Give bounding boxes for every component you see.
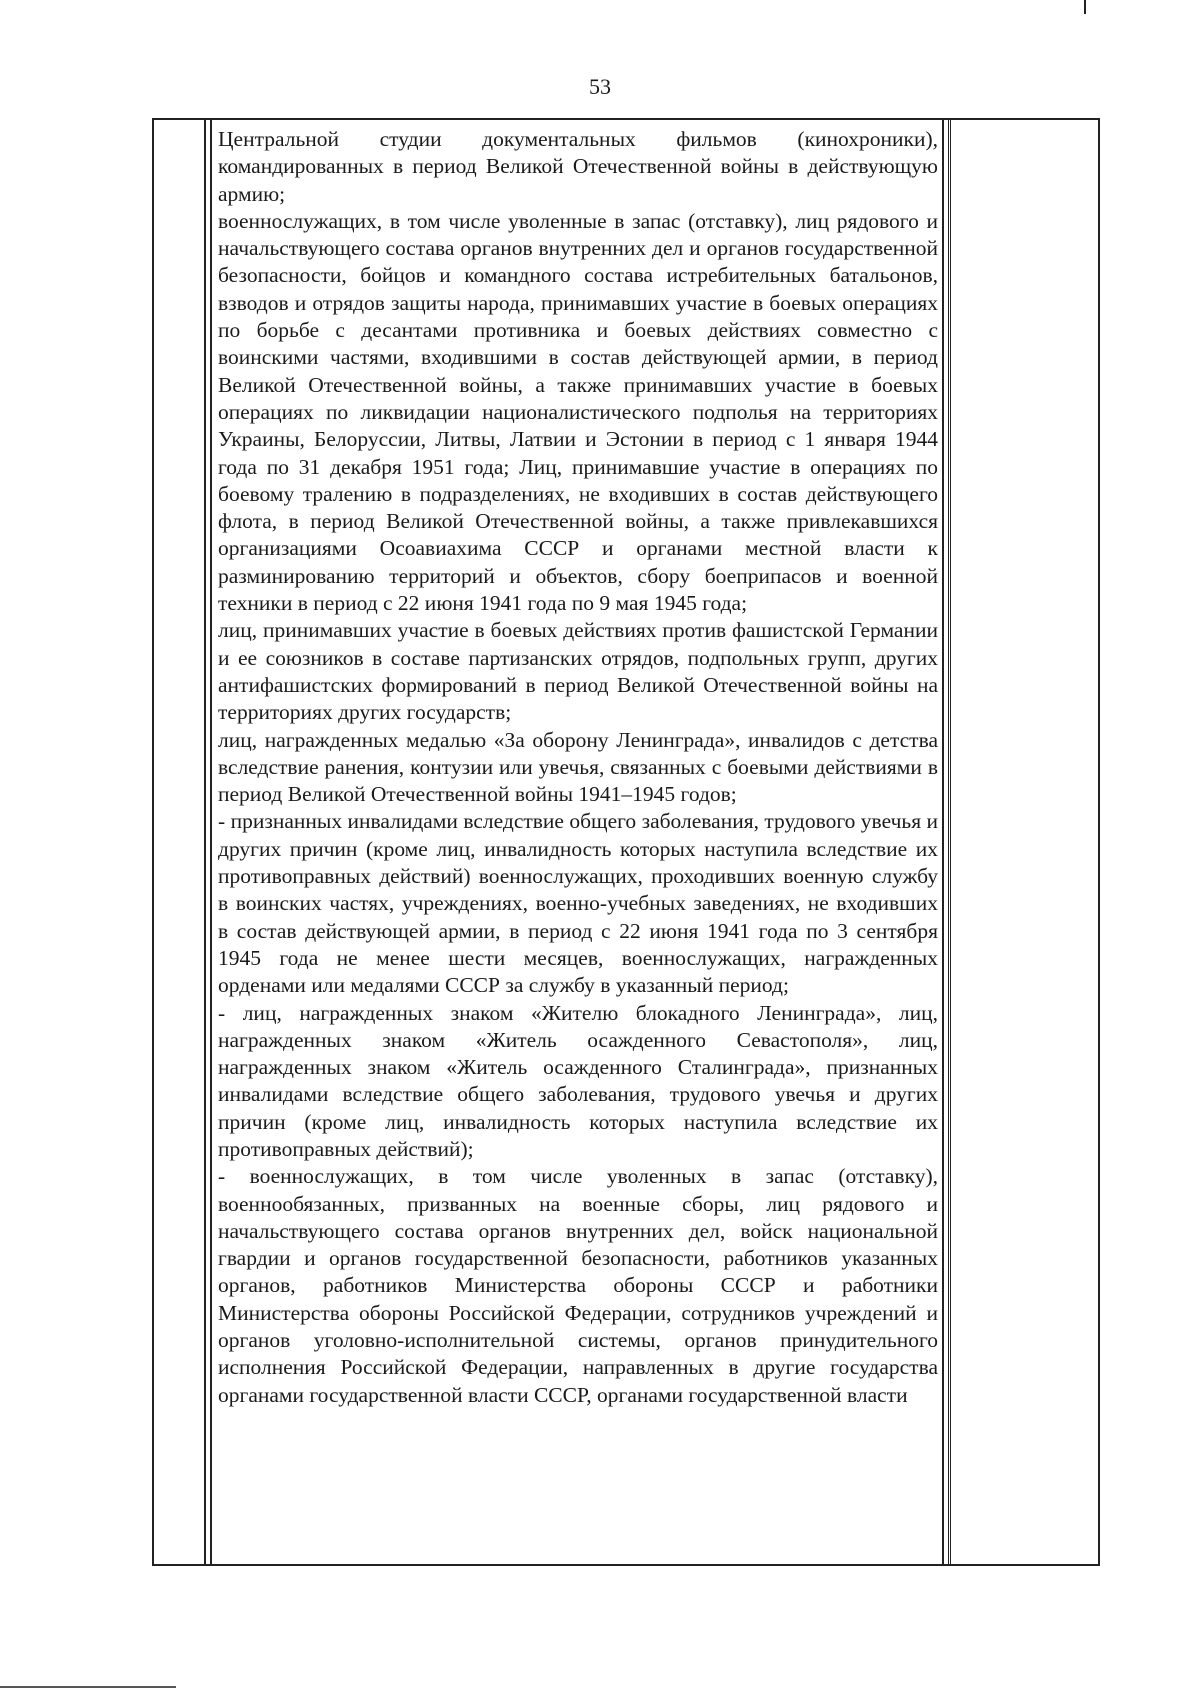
table-column-left xyxy=(154,120,206,1564)
paragraph-blockade-sign: - лиц, награжденных знаком «Жителю блокадного Ленинграда», лиц, награжденных знаком «Житель осажденного Севастополя», лиц, награжденных знаком «Житель осажденного Сталинграда», признанных инвалидами вследствие общего заболевания, трудового увечья и других причин (кроме лиц, инвалидность которых наступила вследствие их противоправных действий); xyxy=(218,1000,938,1161)
paragraph-abroad: - военнослужащих, в том числе уволенных в запас (отставку), военнообязанных, призванных на военные сборы, лиц рядового и начальствующего состава органов внутренних дел, войск национальной гвардии и органов государственной безопасности, работников указанных органов, работников Министерства обороны СССР и работники Министерства обороны Российской Федерации, сотрудников учреждений и органов уголовно-исполнительной системы, органов принудительного исполнения Российской Федерации, направленных в другие государства органами государственной власти СССР, органами государственной власти xyxy=(218,1164,938,1407)
paragraph-disabled: - признанных инвалидами вследствие общего заболевания, трудового увечья и других причин (кроме лиц, инвалидность которых наступила вследствие их противоправных действий) военнослужащих, проходивших военную службу в воинских частях, учреждениях, военно-учебных заведениях, не входивших в состав действующей армии, в период с 22 июня 1941 года по 3 сентября 1945 года не менее шести месяцев, военнослужащих, награжденных орденами или медалями СССР за службу в указанный период; xyxy=(218,809,938,998)
document-table xyxy=(152,118,1100,1566)
paragraph-studio: Центральной студии документальных фильмов (кинохроники), командированных в период Великой Отечественной войны в действующую армию; xyxy=(218,127,938,206)
table-column-right xyxy=(948,120,1098,1564)
table-column-text xyxy=(210,120,944,1564)
page-number: 53 xyxy=(589,74,611,99)
paragraph-leningrad-medal: лиц, награжденных медалью «За оборону Ленинграда», инвалидов с детства вследствие ранения, контузии или увечья, связанных с боевыми действиями в период Великой Отечественной войны 1941–1945 годов; xyxy=(218,727,938,807)
paragraph-servicemen: военнослужащих, в том числе уволенные в запас (отставку), лиц рядового и начальствующего состава органов внутренних дел и органов государственной безопасности, бойцов и командного состава истребительных батальонов, взводов и отрядов защиты народа, принимавших участие в боевых операциях по борьбе с десантами противника и боевых действиях совместно с воинскими частями, входившими в состав действующей армии, в период Великой Отечественной войны, а также принимавших участие в боевых операциях по ликвидации националистического подполья на территориях Украины, Белоруссии, Литвы, Латвии и Эстонии в период с 1 января 1944 года по 31 декабря 1951 года; Лиц, принимавшие участие в операциях по боевому тралению в подразделениях, не входивших в состав действующего флота, в период Великой Отечественной войны, а также привлекавшихся организациями Осоавиахима СССР и органами местной власти к разминированию территорий и объектов, сбору боеприпасов и военной техники в период с 22 июня 1941 года по 9 мая 1945 года; xyxy=(218,208,938,616)
paragraph-partisans: лиц, принимавших участие в боевых действиях против фашистской Германии и ее союзников в составе партизанских отрядов, подпольных групп, других антифашистских формирований в период Великой Отечественной войны на территориях других государств; xyxy=(218,618,938,725)
scan-artifact-line xyxy=(0,1686,176,1688)
scan-mark xyxy=(1084,0,1086,14)
